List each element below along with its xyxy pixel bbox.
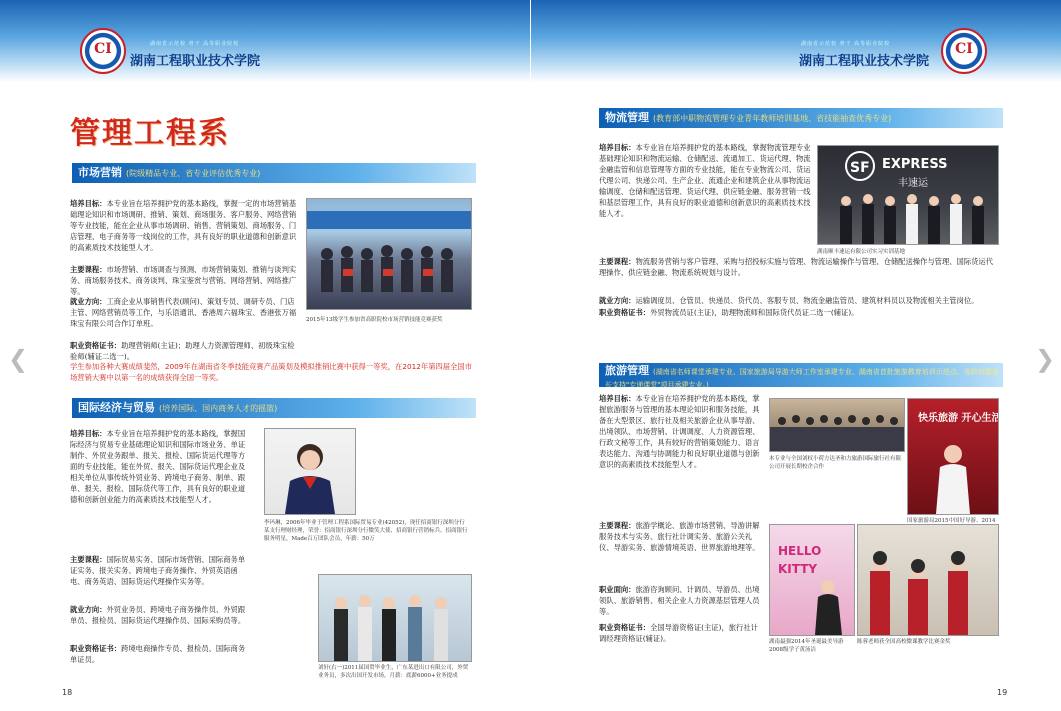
tourism-caption-2: 国家旅游局2015中国好导游、2014 [907, 518, 996, 524]
chevron-left-icon[interactable]: ❮ [8, 345, 29, 373]
header-strip: 湖南省示范校 骨干 高等职业院校 [150, 41, 240, 47]
sf-express-caption: 湖南顺丰速运有限公司实习实训基地 [817, 249, 906, 255]
section-heading-trade: 国际经济与贸易 (培养国际、国内商务人才的摇篮) [72, 398, 476, 418]
page-number-left: 18 [62, 688, 73, 697]
right-page [531, 0, 1061, 711]
logistics-certificate: 职业资格证书：外贸物流员证(主证)，助理物流师和国际货代员证二选一(辅证)。 [599, 308, 859, 317]
tourism-photo-2 [907, 398, 999, 515]
school-logo-right: CI [941, 28, 987, 74]
logistics-career: 就业方向：运输调度员、仓管员、快递员、货代员、客服专员、物流金融监管员、建筑材料员以及物流相关主管岗位。 [599, 296, 979, 305]
header-strip-right: 湖南省示范校 骨干 高等职业院校 [801, 41, 891, 47]
school-name: 湖南工程职业技术学院 [130, 54, 261, 69]
school-name-right: 湖南工程职业技术学院 [799, 54, 930, 69]
logistics-courses: 主要课程：物流服务营销与客户管理、采购与招投标实施与管理、物流运输操作与管理、仓储配送操作与管理、国际货运代理操作、供应链金融、物流系统规划与设计。 [599, 257, 994, 277]
svg-text:丰速运: 丰速运 [898, 178, 928, 189]
alumni-caption-1: 李玛琳，2006年毕业于管理工程系国际贸易专业(42052)，现任招商银行深圳分行某支行理财经理，荣誉：招商银行深圳分行微笑大使、招商银行营销标兵、招商银行服务明星，Made百万团队会员，年薪：50万 [264, 520, 468, 542]
alumni-photo-2 [318, 574, 472, 662]
trade-career: 就业方向：外贸业务员、跨境电子商务操作员、外贸跟单员、报检员、国际货运代理操作员、国际采购员等。 [70, 605, 246, 625]
tourism-photo-1 [769, 398, 905, 452]
svg-text:HELLO: HELLO [778, 544, 822, 558]
school-logo: CI [80, 28, 126, 74]
svg-text:EXPRESS: EXPRESS [882, 157, 948, 172]
tourism-certificate: 职业资格证书：全国导游资格证(主证)，旅行社计调经理资格证(辅证)。 [599, 623, 758, 643]
svg-text:KITTY: KITTY [778, 562, 818, 576]
sf-express-photo [817, 145, 999, 245]
header-band [0, 0, 530, 82]
tourism-goal: 培养目标：本专业旨在培养拥护党的基本路线，掌握旅游服务与管理的基本理论知识和服务技能，具备在大型景区、旅行社及相关旅游企业从事导游、出境领队、市场营销、计调调度、人力资源管理、行政文秘等工作，具有较好的营销策划能力、语言表达能力、沟通与协调能力和良好职业道德与创新意识的高素质技术技能型人才。 [599, 394, 760, 469]
tourism-photo-3 [769, 524, 855, 636]
tourism-caption-4: 陈蓉老师获全国高校微课教学比赛金奖 [857, 639, 951, 645]
tourism-caption-1: 本专业与全国刘权小荷方达圣和力旅游国际旅行社有限公司开展长期校企合作 [769, 456, 902, 470]
section-heading-marketing: 市场营销 (院级精品专业、省专业评估优秀专业) [72, 163, 476, 183]
chevron-right-icon[interactable]: ❯ [1035, 345, 1056, 373]
tourism-courses: 主要课程：旅游学概论、旅游市场营销、导游讲解服务技术与实务、旅行社计调实务、旅游公关礼仪、导游实务、旅游情境英语、世界旅游地理等。 [599, 521, 760, 552]
alumni-photo-1 [264, 428, 356, 515]
page-number-right: 19 [997, 688, 1008, 697]
svg-text:快乐旅游 开心生活: 快乐旅游 开心生活 [918, 413, 998, 424]
logistics-goal: 培养目标：本专业旨在培养拥护党的基本路线，掌握物流管理专业基础理论知识和物流运输、仓储配送、流通加工、货运代理、物流金融监管和信息管理等方面的专业技能，能在专业物流公司、货运代理公司、快递公司、生产企业、流通企业和建筑企业从事物流运输调度、仓储和配送管理、货运代理、供应链金融、服务营销一线和基层管理工作，具有良好的职业道德和创新意识的高素质技术技能人才。 [599, 143, 811, 218]
left-page [0, 0, 530, 711]
tourism-career: 职业面向：旅游咨询顾问、计调员、导游员、出境领队、旅游销售、相关企业人力资源基层管理人员等。 [599, 585, 760, 616]
trade-courses: 主要课程：国际贸易实务、国际市场营销、国际商务单证实务、报关实务、跨境电子商务操作、外贸英语函电、商务英语、国际货运代理操作实务等。 [70, 555, 246, 586]
trade-goal: 培养目标：本专业旨在培养拥护党的基本路线，掌握国际经济与贸易专业基础理论知识和国际市场业务、单证制作、外贸业务跟单、报关、报检、国际货运代理等方面的专业技能，能在外贸、报关、国际货运代理企业及相关单位从事传统外贸业务、跨境电子商务、制单、跟单、报关、报检、国际货代等工作，具有良好的职业道德和创新创业能力的高素质技术技能型人才。 [70, 429, 246, 504]
marketing-photo-caption: 2015年13级学生参加省高职院校市场营销技能竞赛获奖 [306, 317, 443, 323]
marketing-award: 学生参加各种大赛成绩斐然，2009年在湖南省冬季技能竞赛产品策划及模拟推销比赛中获得一等奖，在2012年第四届全国市场营销大赛中以第一名的成绩获得全国一等奖。 [70, 362, 472, 382]
tourism-photo-4 [857, 524, 999, 636]
marketing-photo [306, 198, 472, 310]
trade-certificate: 职业资格证书：跨境电商操作专员、报检员、国际商务单证员。 [70, 644, 246, 664]
tourism-caption-3: 湖南最强2014年圣诞最美导游2008级学子黄汤洁 [769, 639, 844, 653]
marketing-courses: 主要课程：市场营销、市场调查与预测、市场营销策划、推销与谈判实务、商场服务技术、商务谈判、珠宝鉴赏与营销、网络营销、网络推广等。 [70, 265, 297, 296]
section-heading-tourism: 旅游管理 (湖南省名师课堂承建专业、国家旅游局导游大师工作室承建专业、湖南省首批旅游教育培训示范点、省政府副省长支持"专递课堂"项目承建专业。) [599, 363, 1003, 387]
section-heading-logistics: 物流管理 (教育部中职物流管理专业青年教师培训基地、省技能抽查优秀专业) [599, 108, 1003, 128]
alumni-caption-2: 刘轩(右一)2011届国贸毕业生，广东某进出口有限公司，外贸业务员，多次出国开发市场，月薪：底薪6000+业务提成 [318, 665, 469, 679]
marketing-career: 就业方向：工商企业从事销售代表(顾问)、策划专员、调研专员、门店主管、网络营销员等工作，与乐语通讯、香港周六福珠宝、香港张万福珠宝有限公司合作订单班。 [70, 297, 297, 328]
marketing-certificate: 职业资格证书：助理营销师(主证)；助理人力资源管理师、初级珠宝检验师(辅证二选一)。 [70, 341, 295, 361]
department-title: 管理工程系 [70, 116, 230, 151]
marketing-goal: 培养目标：本专业旨在培养拥护党的基本路线，掌握一定的市场营销基础理论知识和市场调研、推销、策划、商场服务、客户服务、网络营销等专业技能，能在企业从事市场调研、销售、营销策划、商场服务、门店管理、电子商务等一线岗位的工作，具有良好的职业道德和创新意识的高素质技术技能型人才。 [70, 199, 297, 252]
svg-text:SF: SF [850, 160, 870, 176]
